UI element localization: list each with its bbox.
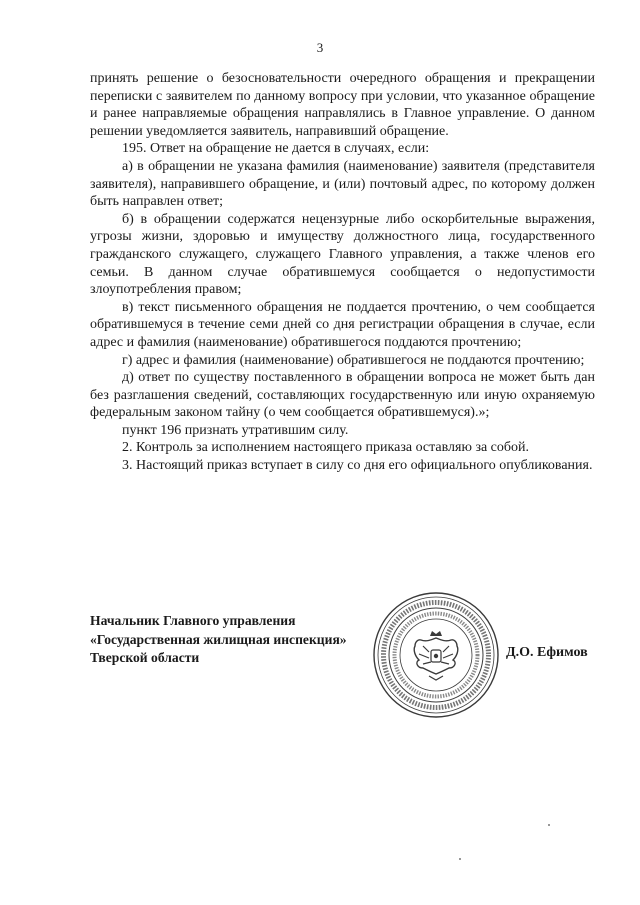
paragraph-effective: 3. Настоящий приказ вступает в силу со дня его официального опубликования.: [122, 458, 593, 474]
official-seal: [371, 590, 501, 720]
signatory-position: [90, 612, 347, 668]
document-body: [90, 70, 595, 475]
paragraph-195-v: в) текст письменного обращения не поддается прочтению, о чем сообщается обратившемуся в течение семи дней со дня регистрации обращения в случае, если адрес и фамилия (наименование) обратившегося поддаются прочтению;: [90, 299, 595, 350]
paragraph-195-d: д) ответ по существу поставленного в обращении вопроса не может быть дан без разглашения сведений, составляющих государственную или иную охраняемую федеральным законом тайну (о чем сообщается обратившемуся).»;: [90, 370, 595, 421]
scan-speck: [459, 858, 461, 860]
signatory-position-line-1: Начальник Главного управления: [90, 613, 296, 628]
paragraph-195-a: а) в обращении не указана фамилия (наименование) заявителя (представителя заявителя), направившего обращение, и (или) почтовый адрес, по которому должен быть направлен ответ;: [90, 158, 595, 210]
paragraph-continuation: принять решение о безосновательности очередного обращения и прекращении переписки с заявителем по данному вопросу при условии, что указанное обращение и ранее направляемые обращения направлялись в Главное управление. О данном решении уведомляется заявитель, направивший обращение.: [90, 71, 595, 139]
paragraph-control: 2. Контроль за исполнением настоящего приказа оставляю за собой.: [122, 440, 530, 456]
paragraph-195-b: б) в обращении содержатся нецензурные либо оскорбительные выражения, угрозы жизни, здоровью и имуществу должностного лица, государственного гражданского служащего, служащего Главного управления, а также членов его семьи. В данном случае обратившемуся сообщается о недопустимости злоупотребления правом;: [90, 211, 595, 298]
paragraph-196: пункт 196 признать утратившим силу.: [122, 422, 349, 438]
paragraph-195: 195. Ответ на обращение не дается в случаях, если:: [122, 141, 430, 157]
seal-graphic: [371, 590, 501, 720]
signatory-name: Д.О. Ефимов: [506, 645, 588, 660]
page-number: 3: [316, 40, 324, 55]
scan-speck: [548, 824, 550, 826]
signatory-position-line-2: «Государственная жилищная инспекция»: [90, 631, 347, 647]
eagle-emblem-icon: [414, 631, 458, 680]
signatory-position-line-3: Тверской области: [90, 650, 200, 665]
paragraph-195-g: г) адрес и фамилия (наименование) обратившегося не поддаются прочтению;: [122, 352, 585, 368]
